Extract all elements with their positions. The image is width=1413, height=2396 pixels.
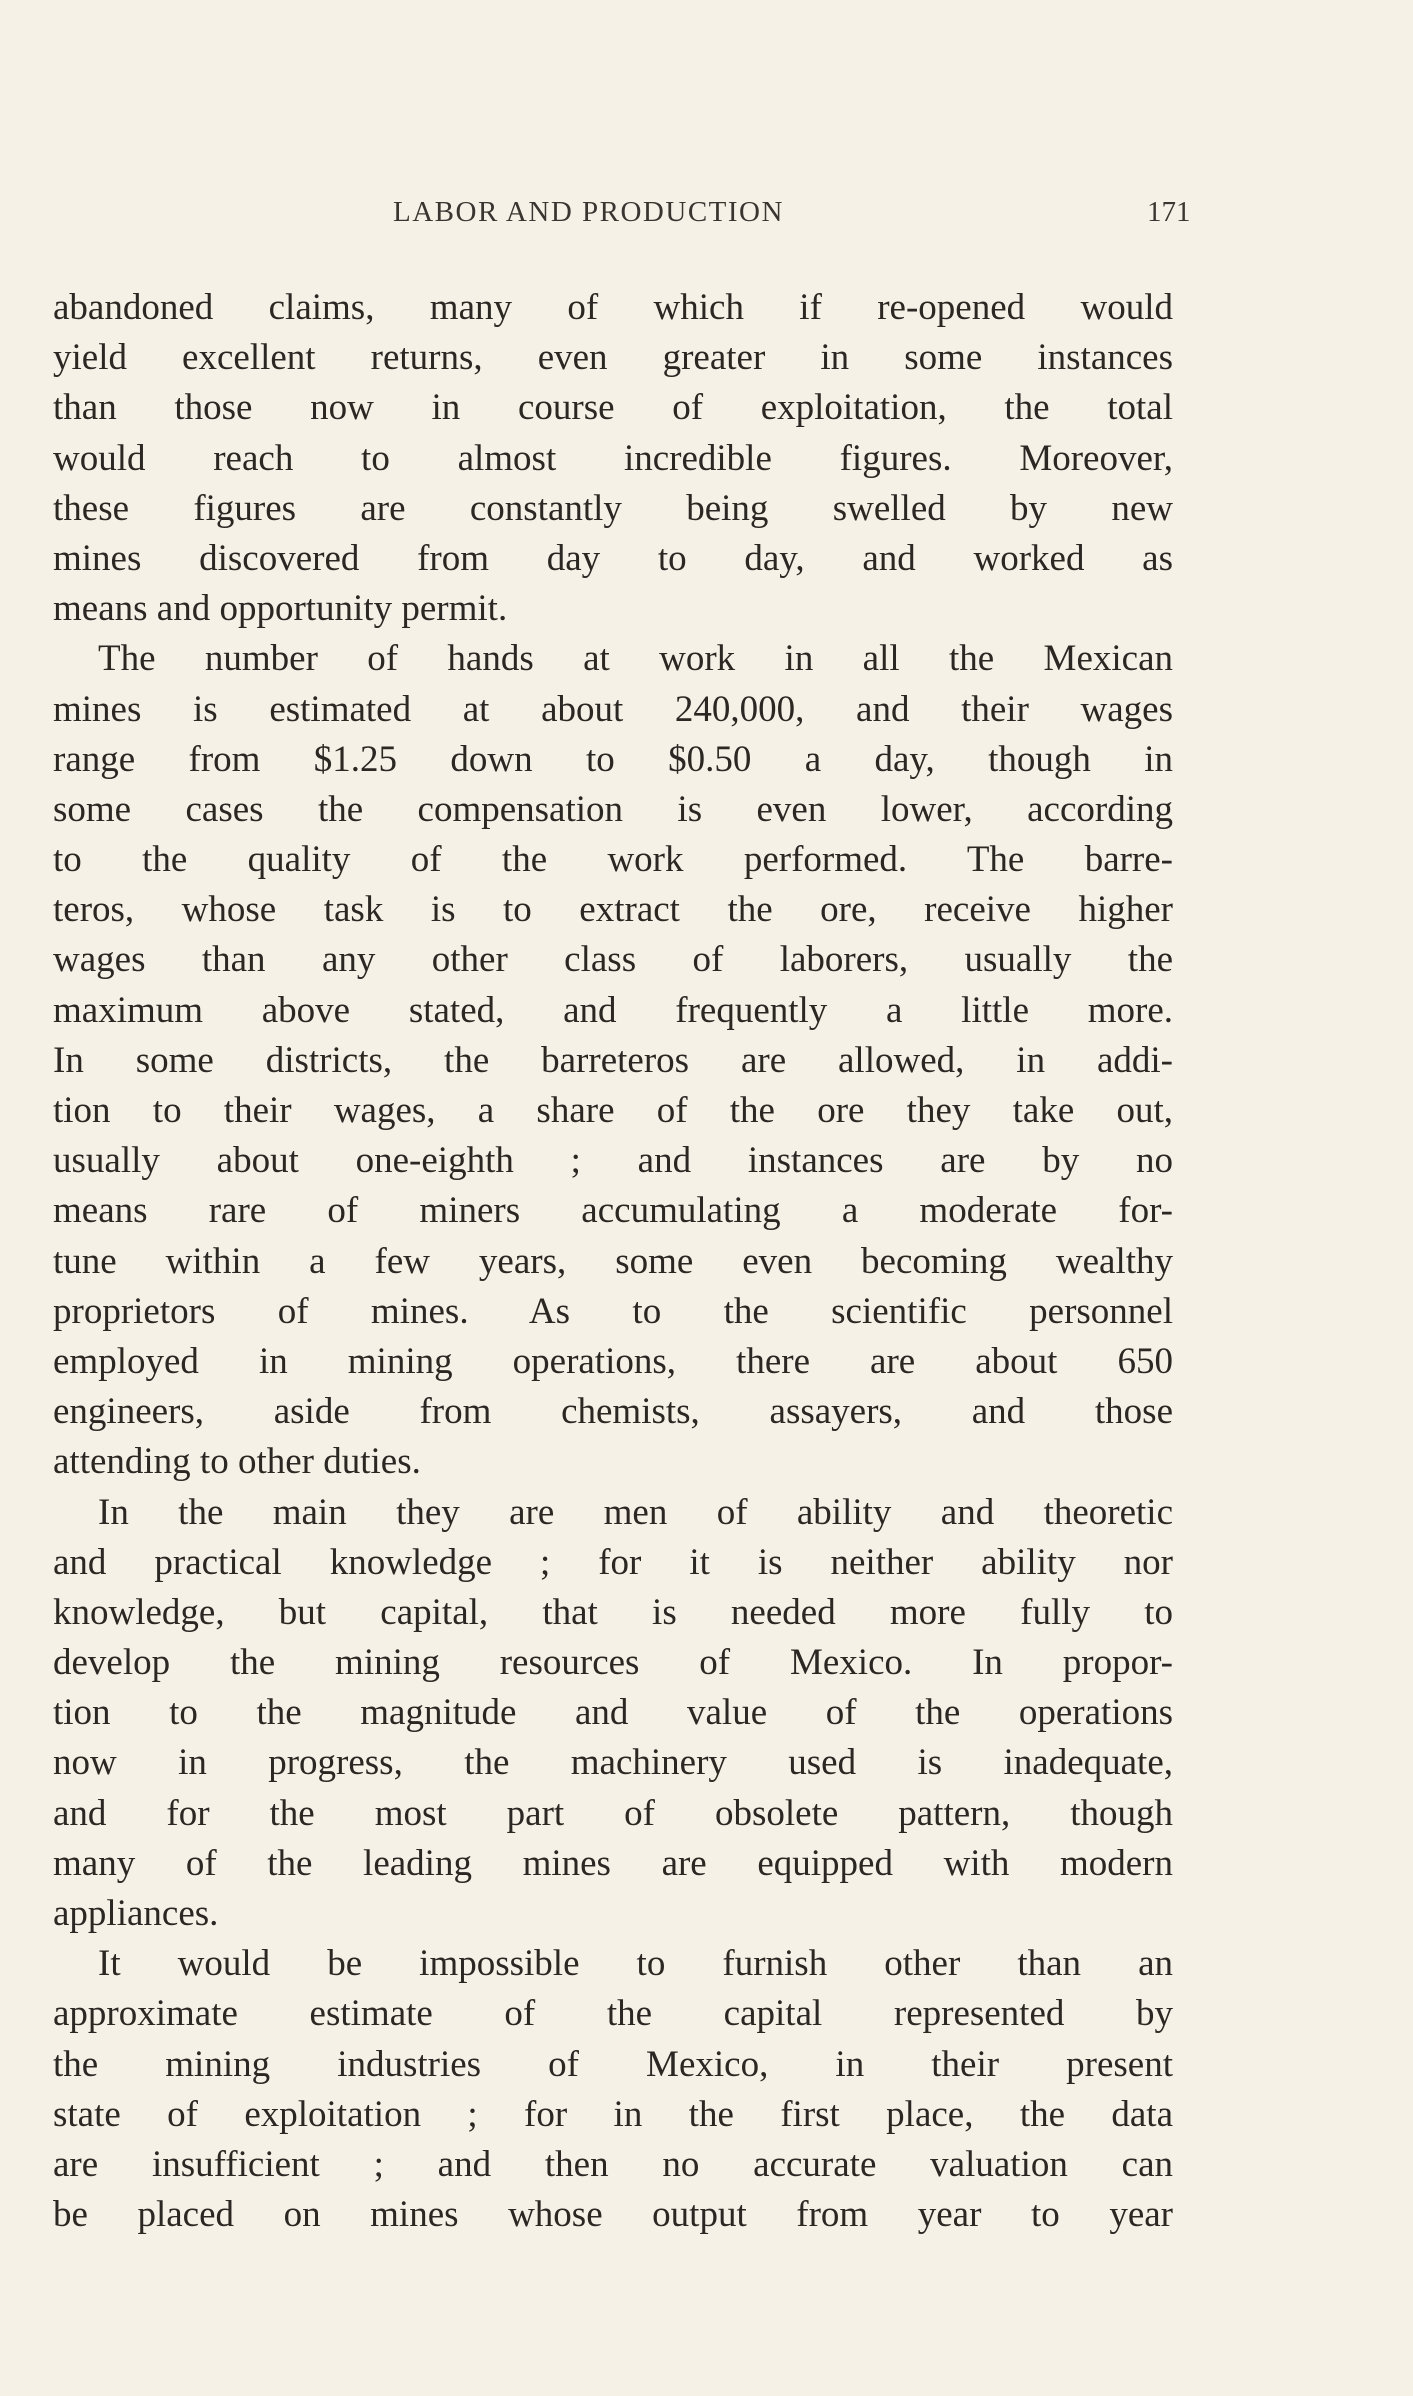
- paragraph-start-line: It would be impossible to furnish other than an: [98, 1943, 1173, 1985]
- text-line: now in progress, the machinery used is inadequate,: [53, 1742, 1173, 1784]
- running-title: LABOR AND PRODUCTION: [393, 196, 784, 228]
- text-line: tune within a few years, some even becoming wealthy: [53, 1240, 1173, 1282]
- text-line: are insufficient ; and then no accurate valuation can: [53, 2143, 1173, 2185]
- text-line: the mining industries of Mexico, in their present: [53, 2043, 1173, 2085]
- text-line: mines discovered from day to day, and worked as: [53, 537, 1173, 579]
- text-line: attending to other duties.: [53, 1441, 421, 1483]
- text-line: range from $1.25 down to $0.50 a day, though in: [53, 738, 1173, 780]
- text-line: proprietors of mines. As to the scientific personnel: [53, 1290, 1173, 1332]
- text-line: tion to their wages, a share of the ore they take out,: [53, 1090, 1173, 1131]
- text-line: knowledge, but capital, that is needed more fully to: [53, 1591, 1173, 1633]
- text-line: and for the most part of obsolete pattern, though: [53, 1792, 1173, 1834]
- text-line: usually about one-eighth ; and instances are by no: [53, 1140, 1173, 1182]
- text-line: tion to the magnitude and value of the operations: [53, 1692, 1173, 1734]
- text-line: develop the mining resources of Mexico. In propor-: [53, 1642, 1173, 1684]
- text-line: abandoned claims, many of which if re-opened would: [53, 287, 1173, 328]
- text-line: yield excellent returns, even greater in some instances: [53, 337, 1173, 379]
- text-line: mines is estimated at about 240,000, and their wages: [53, 688, 1173, 730]
- text-line: maximum above stated, and frequently a little more.: [53, 989, 1173, 1031]
- text-line: some cases the compensation is even lower, according: [53, 788, 1173, 830]
- text-line: engineers, aside from chemists, assayers, and those: [53, 1391, 1173, 1433]
- text-line: wages than any other class of laborers, usually the: [53, 939, 1173, 981]
- text-body: [53, 283, 1173, 2240]
- running-head: [0, 196, 1413, 236]
- text-line: to the quality of the work performed. The barre-: [53, 839, 1173, 881]
- text-line: means and opportunity permit.: [53, 588, 508, 630]
- text-line: and practical knowledge ; for it is neither ability nor: [53, 1541, 1173, 1583]
- paragraph-start-line: In the main they are men of ability and theoretic: [98, 1491, 1173, 1533]
- paragraph-start-line: The number of hands at work in all the Mexican: [98, 638, 1173, 680]
- text-line: teros, whose task is to extract the ore, receive higher: [53, 889, 1173, 931]
- text-line: be placed on mines whose output from year to year: [53, 2194, 1173, 2236]
- text-line: In some districts, the barreteros are allowed, in addi-: [53, 1039, 1173, 1081]
- text-line: employed in mining operations, there are about 650: [53, 1340, 1173, 1382]
- text-line: means rare of miners accumulating a moderate for-: [53, 1190, 1173, 1232]
- text-line: would reach to almost incredible figures. Moreover,: [53, 437, 1173, 479]
- text-line: these figures are constantly being swelled by new: [53, 487, 1173, 529]
- text-line: approximate estimate of the capital represented by: [53, 1993, 1173, 2035]
- text-line: many of the leading mines are equipped with modern: [53, 1842, 1173, 1884]
- text-line: state of exploitation ; for in the first place, the data: [53, 2093, 1173, 2135]
- page-number: 171: [1147, 196, 1191, 228]
- text-line: appliances.: [53, 1893, 219, 1934]
- text-line: than those now in course of exploitation, the total: [53, 387, 1173, 429]
